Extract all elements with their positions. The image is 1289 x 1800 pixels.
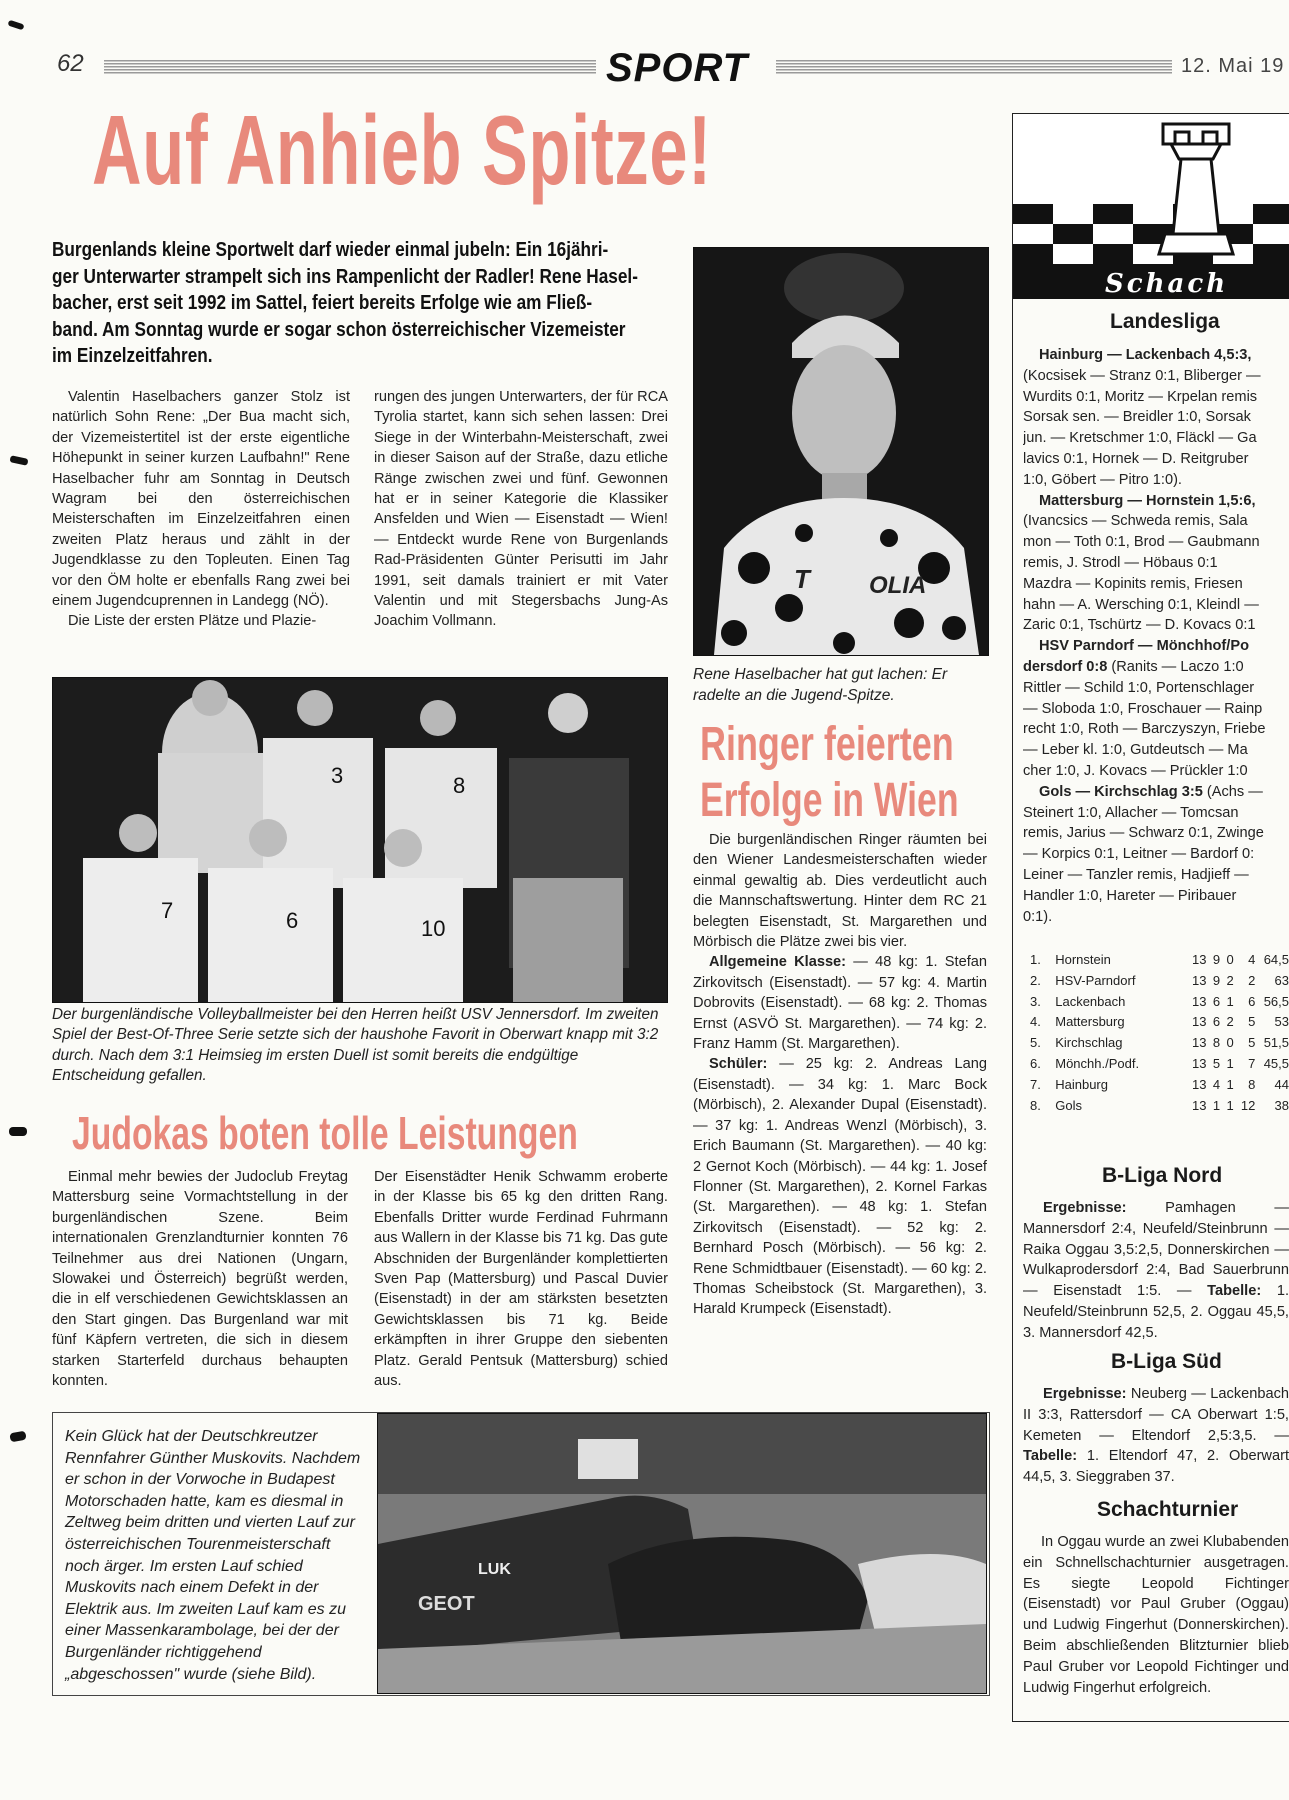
table-cell: 53 <box>1274 1014 1289 1030</box>
lead-line: band. Am Sonntag wurde er sogar schon österreichischer Vizemeister <box>52 318 626 341</box>
chess-result-text: Rittler — Schild 1:0, Portenschlager <box>1023 679 1255 696</box>
svg-text:8: 8 <box>453 773 466 798</box>
table-cell: 4. <box>1030 1014 1041 1030</box>
table-cell: 3. <box>1030 993 1041 1009</box>
paragraph: Die Liste der ersten Plätze und Plazie- <box>68 613 317 630</box>
svg-text:3: 3 <box>331 763 344 788</box>
paragraph <box>693 952 987 1054</box>
chess-result-line <box>1023 595 1289 616</box>
chess-result-text: — Leber kl. 1:0, Gutdeutsch — Ma <box>1023 742 1248 759</box>
paragraph: Valentin Haselbachers ganzer Stolz ist natürlich Sohn Rene: „Der Bua macht sich, der Vizemeistertitel ist der erste eigentliche Höhepunkt in seiner kurzen Laufbahn!" Rene Haselbacher fuhr am Sonntag in Deutsch Wagram bei den österreichischen Meisterschaften im Einzelzeitfahren einen zweiten Platz heraus und zählt in der Jugendklasse zu den Topleuten. Einen Tag vor den ÖM holte er ebenfalls Rang zwei bei einem Jugendcuprennen in Landegg (NÖ). <box>52 389 350 610</box>
table-cell: Mönchh./Podf. <box>1055 1055 1140 1071</box>
chess-result-text: remis, Jarius — Schwarz 0:1, Zwinge <box>1023 825 1264 842</box>
svg-text:7: 7 <box>161 898 174 923</box>
svg-text:GEOT: GEOT <box>418 1593 475 1615</box>
margin-mark <box>7 20 24 31</box>
chess-result-line <box>1023 886 1289 907</box>
svg-text:10: 10 <box>421 916 446 941</box>
chess-result-text: (Achs — <box>1202 783 1263 800</box>
chess-result-line <box>1023 678 1289 699</box>
table-cell: 8 <box>1248 1076 1256 1092</box>
table-row <box>1030 950 1289 971</box>
lead-line: Burgenlands kleine Sportwelt darf wieder einmal jubeln: Ein 16jähri- <box>52 239 609 261</box>
chess-result-text: (Ivancsics — Schweda remis, Sala <box>1023 513 1248 530</box>
chess-result-text: Wurdits 0:1, Moritz — Krpelan remis <box>1023 388 1258 405</box>
table-cell: 5 <box>1212 1055 1221 1071</box>
nord-table: 1. Neufeld/Steinbrunn 52,5, 2. Oggau 45,5, 3. Mannersdorf 42,5. <box>1023 1283 1289 1341</box>
table-cell: Hornstein <box>1055 952 1111 967</box>
landesliga-table <box>1030 950 1289 1116</box>
table-cell: 1 <box>1226 993 1234 1009</box>
main-headline: Auf Anhieb Spitze! <box>92 95 712 205</box>
chess-result-line <box>1023 387 1289 408</box>
table-cell: 7. <box>1030 1076 1041 1092</box>
chess-result-line <box>1023 907 1289 928</box>
table-cell: 12 <box>1240 1097 1256 1113</box>
chess-result-text: 1:0, Göbert — Pitro 1:0). <box>1023 471 1182 488</box>
main-article-col2 <box>374 387 668 632</box>
chess-result-line <box>1023 740 1289 761</box>
sued-table: 1. Eltendorf 47, 2. Oberwart 44,5, 3. Sieggraben 37. <box>1023 1448 1289 1486</box>
chess-result-text: (Kocsisek — Stranz 0:1, Bliberger — <box>1023 367 1261 384</box>
chess-result-line <box>1023 699 1289 720</box>
rally-crash-photo <box>377 1413 987 1694</box>
table-cell: 13 <box>1191 952 1207 967</box>
table-cell: 2 <box>1248 972 1256 988</box>
chess-result-text: Mazdra — Kopinits remis, Friesen <box>1023 575 1243 592</box>
chess-result-text: Steinert 1:0, Allacher — Tomcsan <box>1023 804 1239 821</box>
schueler-label: Schüler: <box>709 1056 768 1073</box>
margin-mark <box>9 455 28 466</box>
table-cell: 4 <box>1212 1076 1221 1092</box>
chess-result-line <box>1023 553 1289 574</box>
table-cell: Hainburg <box>1055 1076 1108 1092</box>
judo-col1 <box>52 1167 348 1391</box>
table-cell: 0 <box>1226 952 1234 967</box>
judo-col2 <box>374 1167 668 1391</box>
chess-result-line <box>1023 491 1289 512</box>
chess-result-line <box>1023 574 1289 595</box>
table-cell: 13 <box>1191 1055 1207 1071</box>
header-rule-right <box>776 60 1172 74</box>
chess-result-line <box>1023 782 1289 803</box>
chess-result-text: remis, J. Strodl — Höbaus 0:1 <box>1023 554 1218 571</box>
margin-mark <box>9 1127 27 1136</box>
svg-text:OLIA: OLIA <box>869 572 927 599</box>
bliga-nord-text <box>1023 1198 1289 1344</box>
chess-result-line <box>1023 428 1289 449</box>
issue-date: 12. Mai 19 <box>1181 55 1285 77</box>
chess-result-text: recht 1:0, Roth — Barczyszyn, Friebe <box>1023 721 1266 738</box>
chess-result-text: — Sloboda 1:0, Froschauer — Rainp <box>1023 700 1263 717</box>
table-row <box>1030 971 1289 992</box>
table-cell: 1 <box>1226 1076 1234 1092</box>
chess-result-line <box>1023 865 1289 886</box>
table-cell: 4 <box>1248 952 1256 967</box>
table-cell: 5 <box>1248 1035 1256 1051</box>
schachturnier-text <box>1023 1532 1289 1698</box>
table-cell: 9 <box>1212 972 1221 988</box>
chess-match-title: Gols — Kirchschlag 3:5 <box>1039 783 1203 800</box>
section-title: SPORT <box>606 46 749 90</box>
chess-result-line <box>1023 657 1289 678</box>
table-row <box>1030 992 1289 1013</box>
table-cell: 51,5 <box>1263 1035 1289 1051</box>
table-cell: 8 <box>1212 1035 1221 1051</box>
chess-rook-icon <box>1013 114 1289 299</box>
lead-line: bacher, erst seit 1992 im Sattel, feiert bereits Erfolge wie am Fließ- <box>52 292 593 314</box>
nord-label: Ergebnisse: <box>1043 1200 1127 1216</box>
table-cell: 7 <box>1248 1055 1256 1071</box>
table-cell: 13 <box>1191 1097 1207 1113</box>
bliga-sued-text <box>1023 1384 1289 1488</box>
schachturnier-title: Schachturnier <box>1097 1498 1239 1521</box>
chess-result-line <box>1023 532 1289 553</box>
chess-result-line <box>1023 636 1289 657</box>
chess-result-text: lavics 0:1, Hornek — D. Reitgruber <box>1023 450 1249 467</box>
chess-match-title: Hainburg — Lackenbach 4,5:3, <box>1039 347 1252 363</box>
volleyball-team-photo <box>52 677 668 1003</box>
table-cell: 1 <box>1212 1097 1221 1113</box>
chess-result-text: mon — Toth 0:1, Brod — Gaubmann <box>1023 534 1260 551</box>
ringer-headline-line2: Erfolge in Wien <box>700 774 959 827</box>
chess-result-line <box>1023 449 1289 470</box>
table-cell: Gols <box>1055 1097 1082 1113</box>
chess-result-text: 0:1). <box>1023 908 1053 925</box>
paragraph: Einmal mehr bewies der Judoclub Freytag Mattersburg seine Vormachtstellung in der burgenländischen Szene. Beim internationalen Grenzlandturnier konnten 76 Teilnehmer aus drei Nationen (Ungarn, Slowakei und Österreich) begrüßt werden, die in elf verschiedenen Gewichtsklassen an den Start gingen. Das Burgenland war mit fünf Käpfern vertreten, die sich in diesem starken Starterfeld durchaus behaupten konnten. <box>52 1169 348 1390</box>
chess-result-text: — Korpics 0:1, Leitner — Bardorf 0: <box>1023 846 1255 863</box>
table-cell: 5. <box>1030 1035 1041 1051</box>
svg-text:6: 6 <box>286 908 299 933</box>
table-row <box>1030 1012 1289 1033</box>
cyclist-photo-caption: Rene Haselbacher hat gut lachen: Er radelte an die Jugend-Spitze. <box>693 666 948 704</box>
sued-results: Neuberg — Lackenbach II 3:3, Rattersdorf — CA Oberwart 1:5, Kemeten — Eltendorf 2,5:3,5. — <box>1023 1386 1289 1444</box>
table-cell: 9 <box>1212 952 1221 967</box>
chess-result-text: jun. — Kretschmer 1:0, Fläckl — Ga <box>1023 430 1257 447</box>
table-row <box>1030 1075 1289 1096</box>
table-cell: 13 <box>1191 1035 1207 1051</box>
sued-table-label: Tabelle: <box>1023 1448 1078 1465</box>
table-cell: 6. <box>1030 1055 1041 1071</box>
volleyball-caption: Der burgenländische Volleyballmeister bei den Herren heißt USV Jennersdorf. Im zweiten Spiel der Best-Of-Three Serie setzte sich der haushohe Favorit in Oberwart knapp mit 3:2 durch. Nach dem 3:1 Heimsieg im ersten Duell ist somit bereits die endgültige Entscheidung gefallen. <box>52 1006 659 1084</box>
svg-text:LUK: LUK <box>478 1561 511 1578</box>
lead-line: ger Unterwarter strampelt sich ins Rampenlicht der Radler! Rene Hasel- <box>52 265 638 288</box>
paragraph: Die burgenländischen Ringer räumten bei den Wiener Landesmeisterschaften wieder einmal gewaltig ab. Dies verdeutlicht auch die Mannschaftswertung. Hinter dem RC 21 belegten Eisenstadt, St. Margarethen und Mörbisch die Plätze zwei bis vier. <box>693 832 987 951</box>
table-cell: HSV-Parndorf <box>1055 972 1136 988</box>
cyclist-photo <box>693 247 989 656</box>
margin-mark <box>9 1431 26 1443</box>
table-cell: 6 <box>1248 993 1256 1009</box>
ringer-article <box>693 830 987 1320</box>
chess-result-line <box>1023 470 1289 491</box>
table-cell: 13 <box>1191 972 1207 988</box>
table-cell: 44 <box>1274 1076 1289 1092</box>
table-cell: 2. <box>1030 972 1041 988</box>
chess-match-title: dersdorf 0:8 <box>1023 658 1108 675</box>
chess-result-line <box>1023 719 1289 740</box>
table-cell: 56,5 <box>1263 993 1289 1009</box>
chess-title-text: Schach <box>1105 269 1229 299</box>
table-cell: Lackenbach <box>1055 993 1126 1009</box>
header-rule-left <box>104 60 596 74</box>
chess-result-line <box>1023 366 1289 387</box>
bliga-nord-title: B-Liga Nord <box>1102 1164 1223 1187</box>
chess-result-line <box>1023 615 1289 636</box>
chess-result-text: hahn — A. Wersching 0:1, Kleindl — <box>1023 596 1259 613</box>
table-cell: 6 <box>1212 1014 1221 1030</box>
landesliga-title: Landesliga <box>1110 310 1220 333</box>
paragraph: In Oggau wurde an zwei Klubabenden ein Schnellschachturnier ausgetragen. Es siegte Leopold Fichtinger (Eisenstadt) vor Paul Gruber (Oggau) und Ludwig Fingerhut (Donnerskirchen). Beim abschließenden Blitzturnier blieb Paul Gruber vor Leopold Fichtinger und Ludwig Fingerhut erfolgreich. <box>1023 1534 1289 1696</box>
chess-match-title: HSV Parndorf — Mönchhof/Po <box>1039 638 1249 655</box>
chess-result-text: Sorsak sen. — Breidler 1:0, Sorsak <box>1023 409 1251 426</box>
table-cell: 64,5 <box>1263 952 1289 967</box>
main-lead <box>52 237 682 370</box>
table-cell: 45,5 <box>1263 1055 1289 1071</box>
table-cell: 1 <box>1226 1055 1234 1071</box>
table-cell: 0 <box>1226 1035 1234 1051</box>
ringer-headline-line1: Ringer feierten <box>700 718 954 771</box>
ringer-headline <box>700 717 1049 829</box>
allgemein-results: — 48 kg: 1. Stefan Zirkovitsch (Eisenstadt). — 57 kg: 4. Martin Dobrovits (Eisenstadt). — 68 kg: 2. Thomas Ernst (ASVÖ St. Margarethen). — 74 kg: 2. Franz Hamm (St. Margarethen). <box>693 954 987 1053</box>
table-cell: 38 <box>1274 1097 1289 1113</box>
nord-table-label: Tabelle: <box>1207 1283 1262 1300</box>
chess-result-text: Zaric 0:1, Tschürtz — D. Kovacs 0:1 <box>1023 617 1256 634</box>
table-cell: 1 <box>1226 1097 1234 1113</box>
table-cell: 2 <box>1226 1014 1234 1030</box>
table-cell: 13 <box>1191 993 1207 1009</box>
rally-illustration <box>378 1414 986 1693</box>
chess-result-text: Leiner — Tanzler remis, Hadjieff — <box>1023 866 1249 883</box>
main-article-col1 <box>52 387 350 632</box>
svg-text:T: T <box>794 564 810 594</box>
sued-label: Ergebnisse: <box>1043 1386 1127 1402</box>
nord-results: Pamhagen — Mannersdorf 2:4, Neufeld/Steinbrunn — Raika Oggau 3,5:2,5, Donnerskirchen — Wulkaprodersdorf 2:4, Bad Sauerbrunn — Eisenstadt 1:5. — <box>1023 1200 1289 1300</box>
chess-result-line <box>1023 407 1289 428</box>
bliga-sued-title: B-Liga Süd <box>1111 1350 1222 1373</box>
lead-line: im Einzelzeitfahren. <box>52 345 213 367</box>
page-number: 62 <box>57 50 84 77</box>
chess-result-line <box>1023 823 1289 844</box>
table-cell: 13 <box>1191 1076 1207 1092</box>
chess-result-line <box>1023 345 1289 366</box>
rally-caption: Kein Glück hat der Deutschkreutzer Rennfahrer Günther Muskovits. Nachdem er schon in der Vorwoche in Budapest Motorschaden hatte, kam es diesmal in Zeltweg beim dritten und vierten Lauf zur österreichischen Tourenmeisterschaft noch ärger. Im ersten Lauf schied Muskovits nach einem Defekt in der Elektrik aus. Im zweiten Lauf kam es zu einer Massenkarambolage, bei der der Burgenländer richtiggehend „abgeschossen" wurde (siehe Bild). <box>65 1428 361 1683</box>
chess-match-title: Mattersburg — Hornstein 1,5:6, <box>1039 492 1256 509</box>
judo-headline: Judokas boten tolle Leistungen <box>72 1107 578 1159</box>
table-row <box>1030 1033 1289 1054</box>
chess-result-line <box>1023 803 1289 824</box>
chess-result-text: Handler 1:0, Hareter — Piribauer <box>1023 887 1237 904</box>
table-cell: 6 <box>1212 993 1221 1009</box>
table-cell: 1. <box>1030 952 1041 967</box>
table-cell: 5 <box>1248 1014 1256 1030</box>
table-cell: Kirchschlag <box>1055 1035 1123 1051</box>
allgemein-label: Allgemeine Klasse: <box>709 954 847 971</box>
paragraph: Der Eisenstädter Henik Schwamm eroberte in der Klasse bis 65 kg den dritten Rang. Ebenfalls Dritter wurde Ferdinad Fuhrmann aus Wallern in der Klasse bis 71 kg. Das gute Abschniden der Burgenländer komplettierten Sven Pap (Mattersburg) und Pascal Duvier (Eisenstadt) in der am stärksten besetzten Gewichtsklassen bis 71 kg. Beide erkämpften in ihrer Gruppe den siebenten Platz. Gerald Pentsuk (Mattersburg) schied aus. <box>374 1169 668 1390</box>
chess-result-text: cher 1:0, J. Kovacs — Prückler 1:0 <box>1023 762 1248 779</box>
table-cell: 2 <box>1226 972 1234 988</box>
schueler-results: — 25 kg: 2. Andreas Lang (Eisenstadt). — 34 kg: 1. Marc Bock (Mörbisch), 2. Alexander Dupal (Eisenstadt). — 37 kg: 1. Andreas Wenzl (Mörbisch), 3. Erich Baumann (St. Margarethen). — 40 kg: 2 Gernot Koch (Mörbisch). — 44 kg: 1. Josef Flonner (St. Margarethen), 2. Kornel Farkas (St. Margarethen). — 48 kg: 1. Stefan Zirkovitsch (Eisenstadt). — 52 kg: 2. Bernhard Posch (Mörbisch). — 56 kg: 2. Rene Schmidtbauer (Eisenstadt). — 60 kg: 2. Thomas Scheibstock (St. Margarethen), 3. Harald Krumpeck (Eisenstadt). <box>693 1056 987 1318</box>
table-row <box>1030 1054 1289 1075</box>
table-cell: 63 <box>1274 972 1289 988</box>
chess-result-line <box>1023 844 1289 865</box>
cyclist-illustration <box>694 248 988 655</box>
paragraph <box>693 1054 987 1319</box>
paragraph: rungen des jungen Unterwarters, der für RCA Tyrolia startet, kann sich sehen lassen: Drei Siege in der Winterbahn-Meisterschaft, zwei in dieser Saison auf der Straße, dazu etliche Ränge zwischen zwei und fünf. Gewonnen hat er in seiner Kategorie die Klassiker Ansfelden und Wien — Eisenstadt — Wien! — Entdeckt wurde Rene von Burgenlands Rad-Präsidenten Günter Perisutti im Jahr 1991, seit damals trainiert er mit Vater Valentin und mit Stegersbachs Jung-As Joachim Vollmann. <box>374 389 668 630</box>
table-cell: 13 <box>1191 1014 1207 1030</box>
table-cell: 8. <box>1030 1097 1041 1113</box>
chess-result-line <box>1023 761 1289 782</box>
table-row <box>1030 1096 1289 1117</box>
chess-logo <box>1013 114 1289 299</box>
chess-result-line <box>1023 511 1289 532</box>
chess-result-text: (Ranits — Laczo 1:0 <box>1107 658 1244 675</box>
landesliga-results <box>1023 345 1289 927</box>
table-cell: Mattersburg <box>1055 1014 1125 1030</box>
volleyball-illustration <box>53 678 667 1002</box>
